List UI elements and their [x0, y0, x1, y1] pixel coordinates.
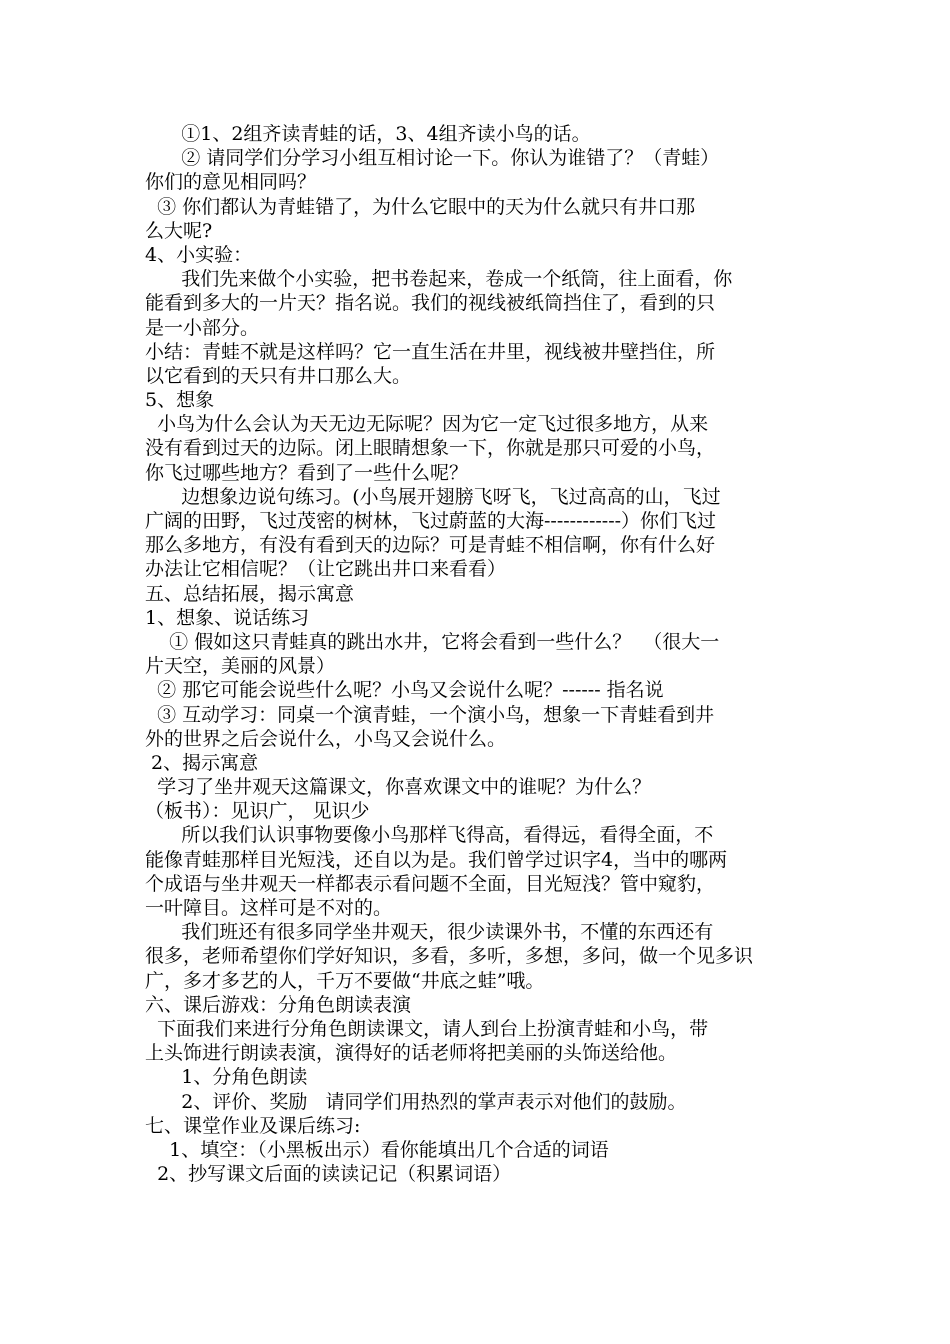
- text-line: ② 请同学们分学习小组互相讨论一下。你认为谁错了？（青蛙）: [145, 147, 720, 170]
- text-line: 以它看到的天只有井口那么大。: [145, 364, 412, 387]
- text-line: ① 假如这只青蛙真的跳出水井，它将会看到一些什么？ （很大一: [145, 630, 720, 653]
- section-heading: 七、课堂作业及课后练习:: [145, 1114, 361, 1137]
- text-line: 那么多地方，有没有看到天的边际？可是青蛙不相信啊，你有什么好: [145, 534, 716, 557]
- section-heading: 4、小实验：: [145, 243, 253, 266]
- section-heading: 2、揭示寓意: [145, 751, 259, 774]
- text-line: 能看到多大的一片天？指名说。我们的视线被纸筒挡住了，看到的只: [145, 292, 716, 315]
- text-line: ③ 互动学习：同桌一个演青蛙，一个演小鸟，想象一下青蛙看到井: [145, 703, 715, 726]
- section-heading: 六、课后游戏：分角色朗读表演: [145, 993, 412, 1016]
- text-line: 2、抄写课文后面的读读记记（积累词语）: [145, 1163, 512, 1186]
- text-line: 1、填空：（小黑板出示）看你能填出几个合适的词语: [145, 1138, 609, 1161]
- text-line: 你们的意见相同吗？: [145, 171, 317, 194]
- text-line: 你飞过哪些地方？看到了一些什么呢？: [145, 461, 469, 484]
- text-line: 1、分角色朗读: [145, 1066, 308, 1089]
- text-line: 小鸟为什么会认为天无边无际呢？因为它一定飞过很多地方，从来: [145, 413, 709, 436]
- section-heading: 5、想象: [145, 389, 215, 412]
- text-line: 广阔的田野，飞过茂密的树林，飞过蔚蓝的大海------------）你们飞过: [145, 510, 717, 532]
- document-body: [145, 122, 810, 1186]
- text-line: 能像青蛙那样目光短浅，还自以为是。我们曾学过识字4，当中的哪两: [145, 848, 728, 871]
- text-line: ①1、2组齐读青蛙的话，3、4组齐读小鸟的话。: [145, 123, 591, 145]
- text-line: 办法让它相信呢？（让它跳出井口来看看）: [145, 558, 507, 581]
- text-line: ② 那它可能会说些什么呢？小鸟又会说什么呢？------ 指名说: [145, 679, 664, 702]
- text-line: 上头饰进行朗读表演，演得好的话老师将把美丽的头饰送给他。: [145, 1042, 678, 1065]
- text-line: （板书）：见识广， 见识少: [145, 800, 370, 823]
- text-line: ③ 你们都认为青蛙错了，为什么它眼中的天为什么就只有井口那: [145, 195, 696, 218]
- text-line: 我们班还有很多同学坐井观天，很少读课外书，不懂的东西还有: [145, 921, 714, 944]
- text-line: 学习了坐井观天这篇课文，你喜欢课文中的谁呢？为什么？: [145, 776, 652, 799]
- text-line: 2、评价、奖励 请同学们用热烈的掌声表示对他们的鼓励。: [145, 1090, 687, 1113]
- text-line: 下面我们来进行分角色朗读课文，请人到台上扮演青蛙和小鸟，带: [145, 1017, 709, 1040]
- text-line: 我们先来做个小实验，把书卷起来，卷成一个纸筒，往上面看，你: [145, 268, 733, 291]
- text-line: 一叶障目。这样可是不对的。: [145, 897, 393, 919]
- text-line: 广，多才多艺的人，千万不要做“井底之蛙”哦。: [145, 969, 545, 992]
- text-line: 么大呢?: [145, 219, 213, 242]
- section-heading: 五、总结拓展，揭示寓意: [145, 582, 355, 605]
- text-line: 片天空，美丽的风景）: [145, 655, 336, 678]
- text-line: 外的世界之后会说什么，小鸟又会说什么。: [145, 727, 507, 750]
- text-line: 个成语与坐井观天一样都表示看问题不全面，目光短浅？管中窥豹，: [145, 872, 716, 895]
- text-line: 边想象边说句练习。(小鸟展开翅膀飞呀飞，飞过高高的山，飞过: [145, 485, 721, 508]
- text-line: 很多，老师希望你们学好知识，多看，多听，多想，多问，做一个见多识: [145, 945, 754, 968]
- section-heading: 1、想象、说话练习: [145, 606, 310, 629]
- text-line: 所以我们认识事物要像小鸟那样飞得高，看得远，看得全面，不: [145, 824, 714, 847]
- text-line: 小结：青蛙不就是这样吗？它一直生活在井里，视线被井壁挡住，所: [145, 340, 716, 363]
- text-line: 是一小部分。: [145, 316, 260, 339]
- text-line: 没有看到过天的边际。闭上眼睛想象一下，你就是那只可爱的小鸟，: [145, 437, 716, 460]
